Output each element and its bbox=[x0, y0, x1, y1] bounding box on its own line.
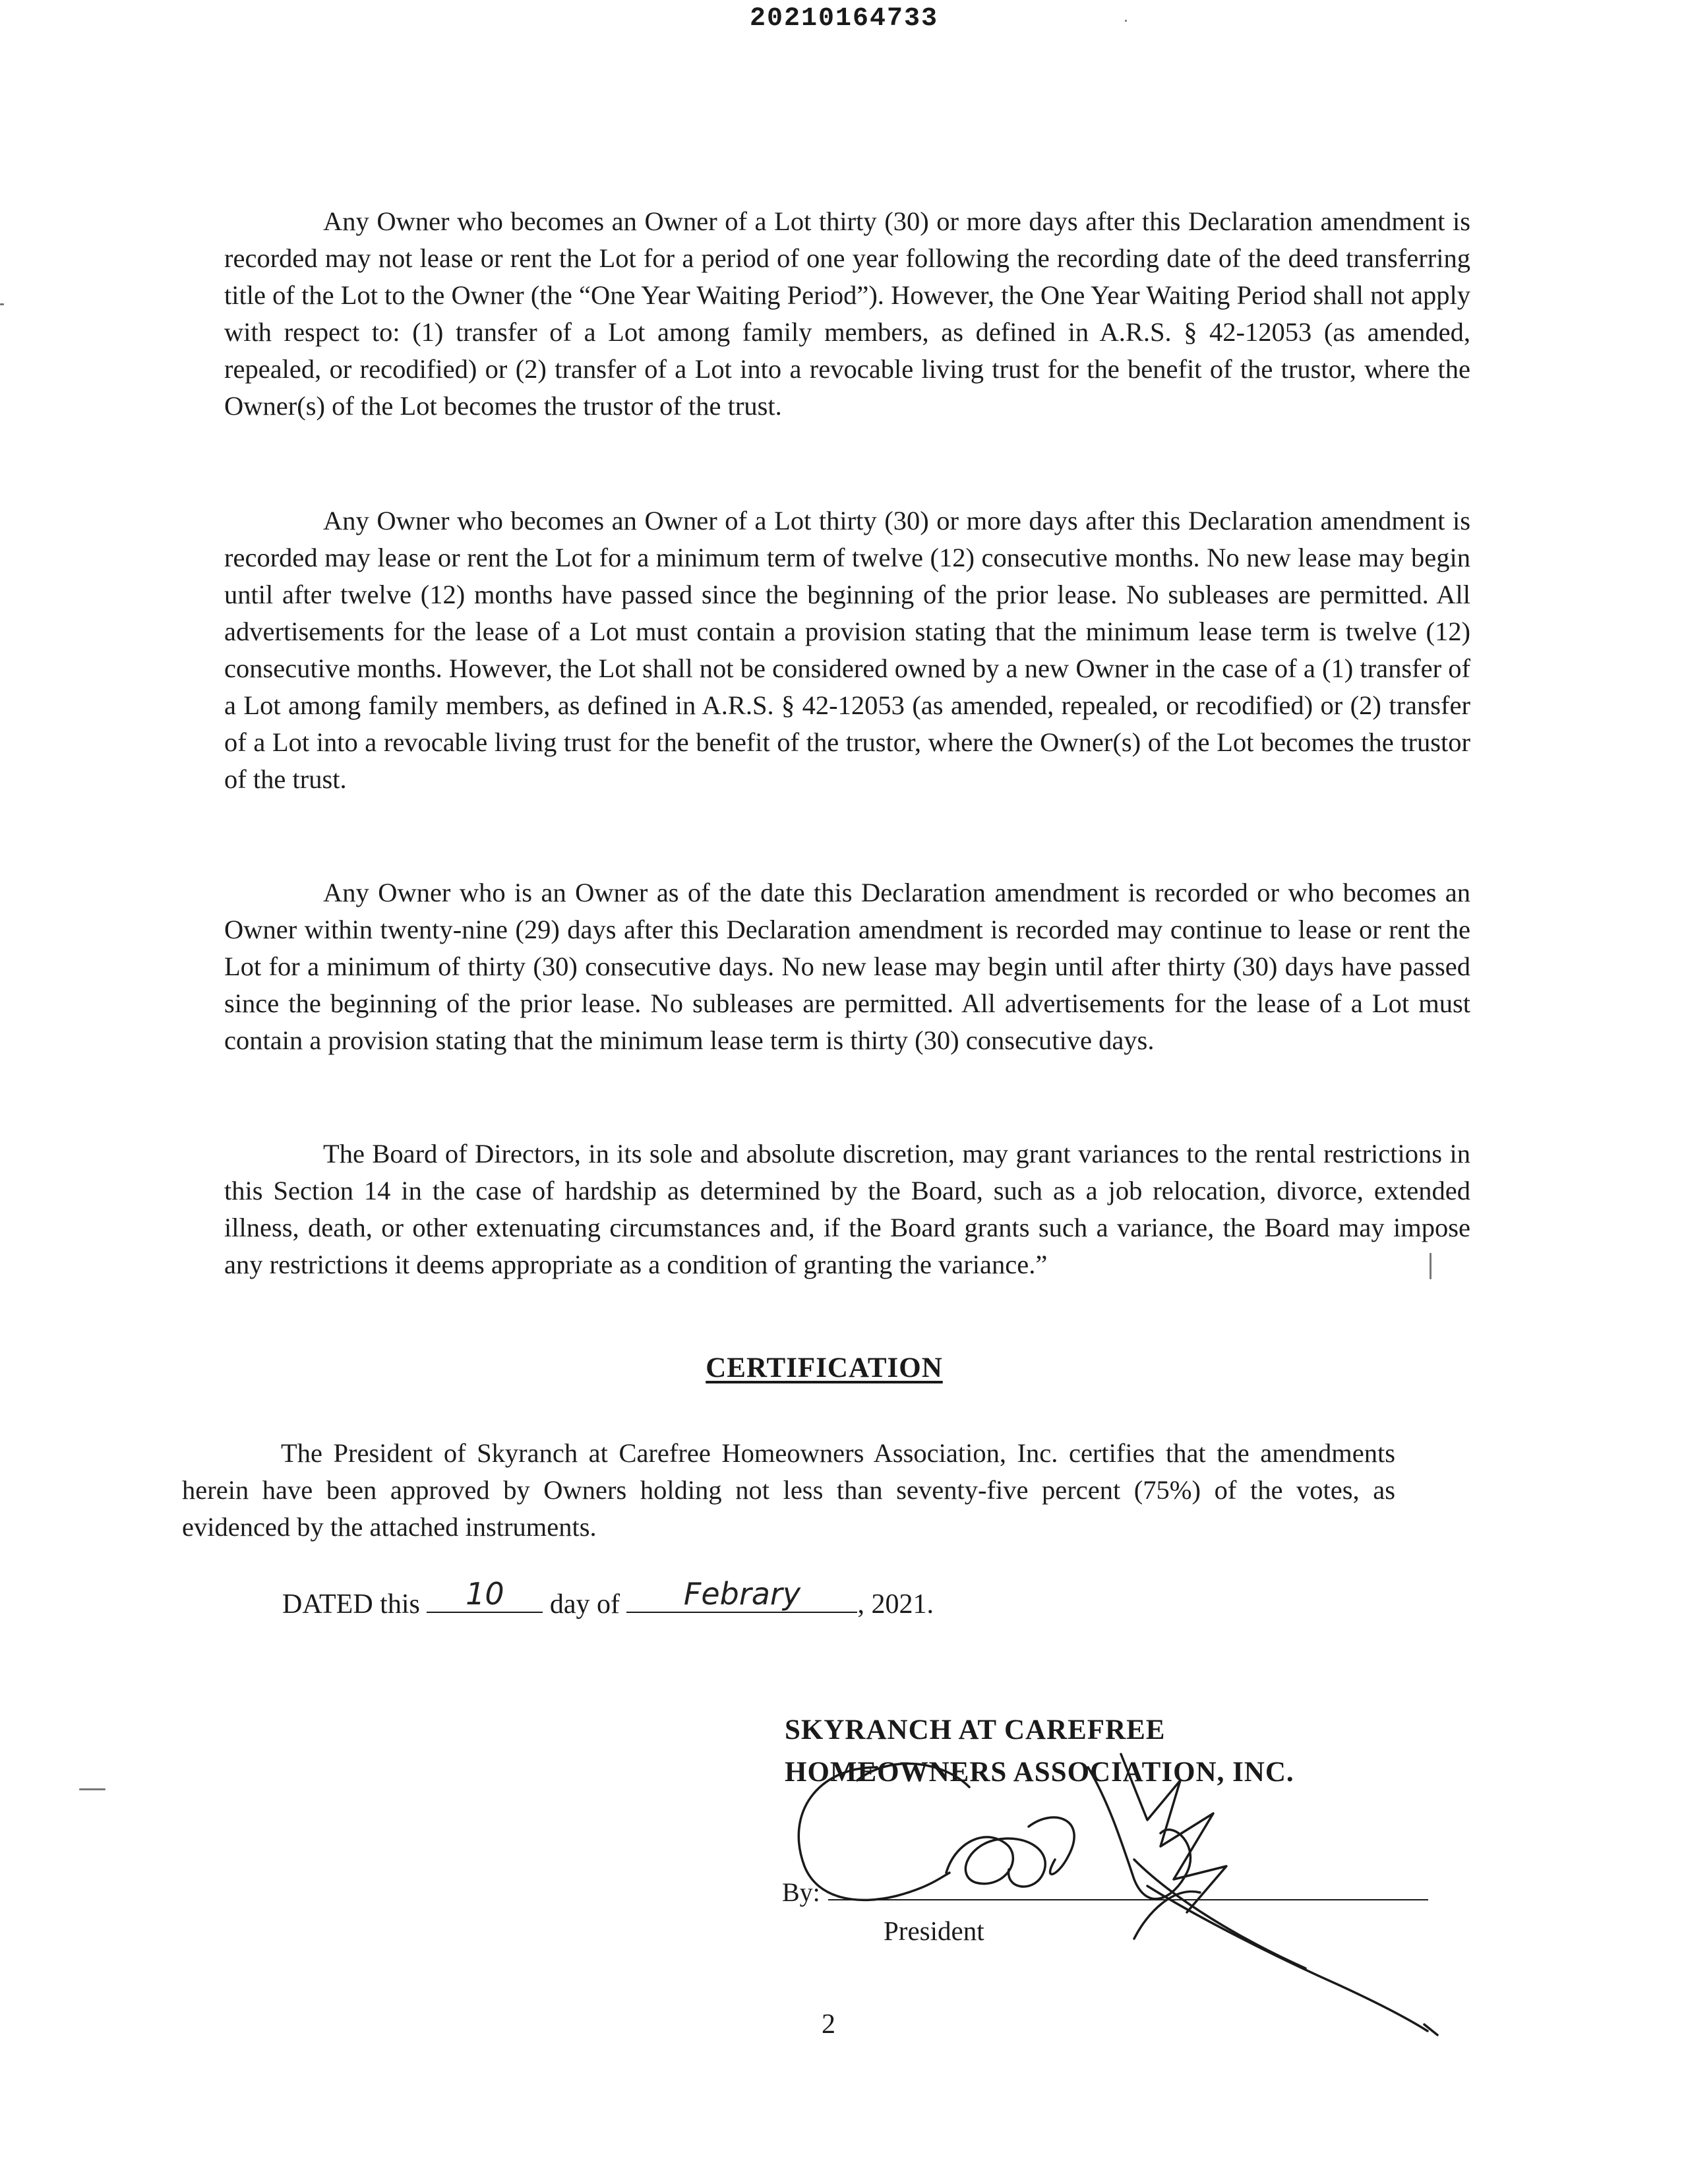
day-of-label: day of bbox=[549, 1589, 620, 1620]
year-suffix: , 2021. bbox=[857, 1589, 934, 1620]
by-label: By: bbox=[782, 1877, 820, 1907]
scan-speck bbox=[1125, 20, 1127, 22]
signer-title: President bbox=[884, 1916, 984, 1946]
org-line-1: SKYRANCH AT CAREFREE bbox=[785, 1714, 1166, 1745]
document-number: 20210164733 bbox=[749, 4, 939, 34]
paragraph-text: The Board of Directors, in its sole and absolute discretion, may grant variances to the rental restrictions in this Section 14 in the case of hardship as determined by the Board, such as a job relocation, divorce, extended illness, death, or other extenuating circumstances and, if the Board grants such a variance, the Board may impose any restrictions it deems appropriate as a condition of granting the variance.” bbox=[224, 1139, 1470, 1279]
paragraph-text: Any Owner who becomes an Owner of a Lot thirty (30) or more days after this Declaration amendment is recorded may not lease or rent the Lot for a period of one year following the recording date of the deed transferring title of the Lot to the Owner (the “One Year Waiting Period”). However, the One Year Waiting Period shall not apply with respect to: (1) transfer of a Lot among family members, as defined in A.R.S. § 42-12053 (as amended, repealed, or recodified) or (2) transfer of a Lot into a revocable living trust for the benefit of the trustor, where the Owner(s) of the Lot becomes the trustor of the trust. bbox=[224, 206, 1470, 421]
scan-speck bbox=[0, 303, 4, 305]
paragraph-waiting-period bbox=[224, 203, 1470, 425]
paragraph-existing-owners bbox=[224, 874, 1470, 1059]
scan-speck bbox=[1430, 1253, 1432, 1279]
paragraph-minimum-term bbox=[224, 502, 1470, 798]
day-handwritten: 10 bbox=[466, 1576, 504, 1612]
dated-prefix: DATED this bbox=[282, 1589, 420, 1620]
paragraph-board-variances bbox=[224, 1136, 1470, 1283]
paragraph-text: The President of Skyranch at Carefree Homeowners Association, Inc. certifies that the amendments herein have been approved by Owners holding not less than seventy-five percent (75%) of the votes, as evidenced by the attached instruments. bbox=[182, 1438, 1395, 1542]
certification-heading: CERTIFICATION bbox=[706, 1352, 943, 1383]
org-line-2: HOMEOWNERS ASSOCIATION, INC. bbox=[785, 1757, 1294, 1788]
month-blank bbox=[626, 1576, 857, 1613]
month-handwritten: Febrary bbox=[683, 1576, 801, 1612]
paragraph-text: Any Owner who becomes an Owner of a Lot thirty (30) or more days after this Declaration amendment is recorded may lease or rent the Lot for a minimum term of twelve (12) consecutive months. No new lease may begin until after twelve (12) months have passed since the beginning of the prior lease. No subleases are permitted. All advertisements for the lease of a Lot must contain a provision stating that the minimum lease term is twelve (12) consecutive months. However, the Lot shall not be considered owned by a new Owner in the case of a (1) transfer of a Lot among family members, as defined in A.R.S. § 42-12053 (as amended, repealed, or recodified) or (2) transfer of a Lot into a revocable living trust for the benefit of the trustor, where the Owner(s) of the Lot becomes the trustor of the trust. bbox=[224, 506, 1470, 794]
dated-line bbox=[282, 1576, 934, 1620]
scan-speck bbox=[79, 1788, 106, 1790]
paragraph-text: Any Owner who is an Owner as of the date this Declaration amendment is recorded or who becomes an Owner within twenty-nine (29) days after this Declaration amendment is recorded may continue to lease or rent the Lot for a minimum of thirty (30) consecutive days. No new lease may begin until after thirty (30) days have passed since the beginning of the prior lease. No subleases are permitted. All advertisements for the lease of a Lot must contain a provision stating that the minimum lease term is thirty (30) consecutive days. bbox=[224, 878, 1470, 1055]
handwritten-signature bbox=[778, 1741, 1464, 2044]
day-blank bbox=[427, 1576, 543, 1613]
certification-text bbox=[182, 1435, 1395, 1546]
page-number: 2 bbox=[822, 2009, 835, 2040]
